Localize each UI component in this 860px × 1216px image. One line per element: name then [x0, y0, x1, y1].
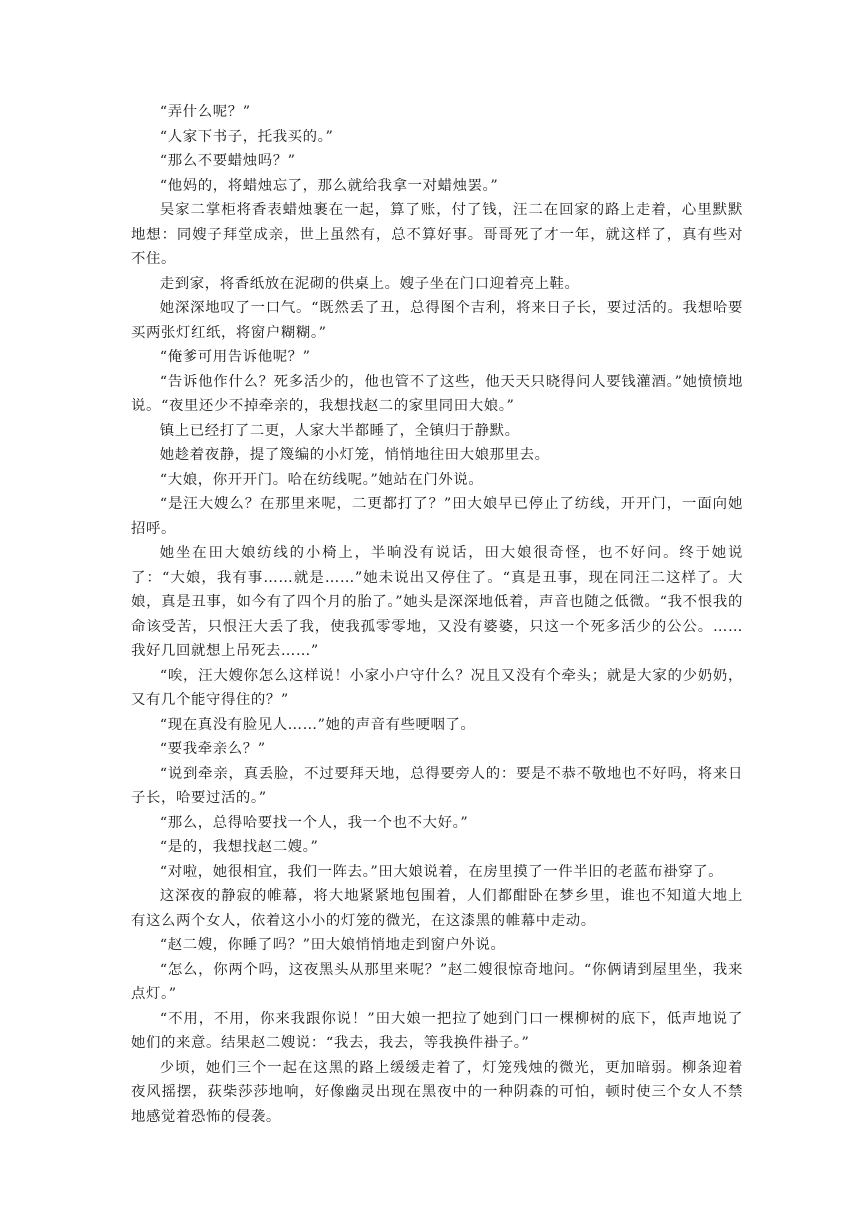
paragraph: “现在真没有脸见人……”她的声音有些哽咽了。 [159, 716, 476, 733]
paragraph: 镇上已经打了二更，人家大半都睡了，全镇归于静默。 [159, 422, 520, 439]
paragraph: “那么，总得哈要找一个人，我一个也不大好。” [159, 814, 469, 831]
paragraph: 走到家，将香纸放在泥砌的供桌上。嫂子坐在门口迎着亮上鞋。 [159, 275, 580, 292]
paragraph: “弄什么呢？” [159, 104, 251, 120]
paragraph: “那么不要蜡烛吗？” [159, 153, 296, 169]
paragraph: “唉，汪大嫂你怎么这样说！小家小户守什么？况且又没有个牵头；就是大家的少奶奶，又有几个能守得住的？” [131, 667, 743, 708]
paragraph: “大娘，你开开门。哈在纺线呢。”她站在门外说。 [159, 471, 484, 488]
paragraph: “是的，我想找赵二嫂。” [159, 839, 319, 855]
paragraph: 她深深地叹了一口气。“既然丢了丑，总得图个吉利，将来日子长，要过活的。我想哈要买两张灯红纸，将窗户糊糊。” [131, 300, 743, 341]
paragraph: 少顷，她们三个一起在这黑的路上缓缓走着了，灯笼残烛的微光，更加暗弱。柳条迎着夜风摇摆，荻柴莎莎地响，好像幽灵出现在黑夜中的一种阴森的可怕，顿时使三个女人不禁地感觉着恐怖的侵袭。 [131, 1059, 743, 1125]
paragraph: “说到牵亲，真丢脸，不过要拜天地，总得要旁人的：要是不恭不敬地也不好吗，将来日子长，哈要过活的。” [131, 765, 743, 806]
paragraph: “俺爹可用告诉他呢？” [159, 349, 311, 365]
story-text [131, 100, 743, 1129]
paragraph: 这深夜的静寂的帷幕，将大地紧紧地包围着，人们都酣卧在梦乡里，谁也不知道大地上有这么两个女人，依着这小小的灯笼的微光，在这漆黑的帷幕中走动。 [131, 888, 743, 929]
paragraph: “对啦，她很相宜，我们一阵去。”田大娘说着，在房里摸了一件半旧的老蓝布褂穿了。 [159, 863, 724, 880]
paragraph: “要我牵亲么？” [159, 741, 266, 757]
paragraph: “不用，不用，你来我跟你说！”田大娘一把拉了她到门口一棵柳树的底下，低声地说了她们的来意。结果赵二嫂说：“我去，我去，等我换件褂子。” [131, 1010, 743, 1051]
paragraph: “怎么，你两个吗，这夜黑头从那里来呢？”赵二嫂很惊奇地问。“你俩请到屋里坐，我来点灯。” [131, 961, 743, 1002]
paragraph: 她趁着夜静，提了篾编的小灯笼，悄悄地往田大娘那里去。 [159, 447, 550, 463]
paragraph: “告诉他作什么？死多活少的，他也管不了这些，他天天只晓得问人要钱灌酒。”她愤愤地说。“夜里还少不掉牵亲的，我想找赵二的家里同田大娘。” [131, 373, 743, 414]
paragraph: “赵二嫂，你睡了吗？”田大娘悄悄地走到窗户外说。 [159, 937, 506, 953]
paragraph: 她坐在田大娘纺线的小椅上，半晌没有说话，田大娘很奇怪，也不好问。终于她说了：“大娘，我有事……就是……”她未说出又停住了。“真是丑事，现在同汪二这样了。大娘，真是丑事，如今有了四个月的胎了。”她头是深深地低着，声音也随之低微。“我不恨我的命该受苦，只恨汪大丢了我，使我孤零零地，又没有婆婆，只这一个死多活少的公公。……我好几回就想上吊死去……” [131, 545, 743, 659]
paragraph: “他妈的，将蜡烛忘了，那么就给我拿一对蜡烛罢。” [159, 177, 499, 194]
paragraph: 吴家二掌柜将香表蜡烛裹在一起，算了账，付了钱，汪二在回家的路上走着，心里默默地想：同嫂子拜堂成亲，世上虽然有，总不算好事。哥哥死了才一年，就这样了，真有些对不住。 [131, 202, 743, 267]
paragraph: “是汪大嫂么？在那里来呢，二更都打了？”田大娘早已停止了纺线，开开门，一面向她招呼。 [131, 496, 743, 537]
paragraph: “人家下书子，托我买的。” [159, 128, 334, 145]
